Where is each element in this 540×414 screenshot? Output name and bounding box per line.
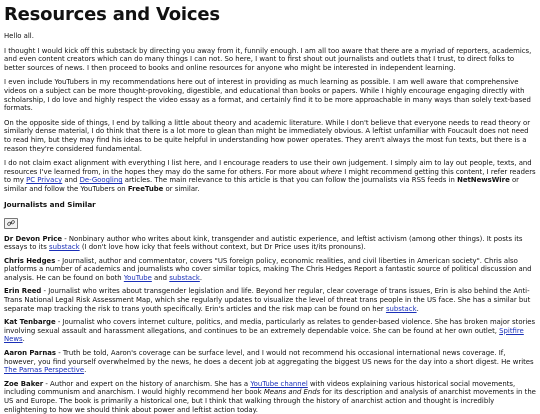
entry-link[interactable]: Spitfire News	[4, 327, 524, 344]
entry-text: - Truth be told, Aaron's coverage can be surface level, and I would not recommend his occasional international news coverage. If, however, you find yourself overwhelmed by the news, he does a decent job at aggregating the biggest US news for the day into a short digest. He writes	[4, 349, 534, 366]
entry-link[interactable]: YouTube channel	[250, 380, 307, 388]
text: or similar.	[163, 185, 199, 193]
pc-privacy-link[interactable]: PC Privacy	[26, 176, 62, 184]
text: I do not claim exact alignment with everything I list here, and I encourage readers to use their own judgement. I simply aim to lay out people, texts, and resources I've learned from, in the hopes they may do the same for others. For more about	[4, 159, 532, 176]
entry-link[interactable]: YouTube	[124, 274, 152, 282]
entry-name: Kat Tenbarge	[4, 318, 56, 326]
entries-list	[4, 235, 536, 414]
entry-text: with videos explaining various historical social movements, including communism and anarchism. I would highly recommend her book	[4, 380, 515, 397]
de-googling-link[interactable]: De-Googling	[80, 176, 123, 184]
netnewswire-bold: NetNewsWire	[457, 176, 510, 184]
entry-name: Zoe Baker	[4, 380, 43, 388]
anchor-link-button[interactable]	[4, 218, 18, 229]
entry-text: - Journalist, author and commentator, covers "US foreign policy, economic realities, and civil liberties in American society". Chris also platforms a number of academics and journalists who cover similar topics, making The Chris Hedges Report a fantastic source of political discussion and analysis. He can be found on both	[4, 257, 531, 282]
entry-name: Dr Devon Price	[4, 235, 62, 243]
page-title: Resources and Voices	[4, 4, 536, 26]
emphasis: where	[321, 168, 342, 176]
entry-text: for its description and analysis of anarchist movements in the US and Europe. The book is primarily a historical one, but I think that walking through the history of anarchist action and thought is incredibly enlightening to how we should think about power and leftist action today.	[4, 388, 536, 413]
entry-text: - Journalist who writes about transgender legislation and life. Beyond her regular, clear coverage of trans issues, Erin is also behind the Anti-Trans National Legal Risk Assessment Map, which she regularly updates to visualize the level of threat trans people in the US face. She has a similar but separate map tracking the risk to trans youth specifically. Erin's articles and the risk map can be found on her	[4, 287, 530, 312]
intro-paragraph-4	[4, 159, 536, 193]
entry-text: and	[152, 274, 169, 282]
list-item	[4, 287, 536, 313]
intro-paragraph-2: I even include YouTubers in my recommendations here out of interest in providing as much learning as possible. I am well aware that comprehensive videos on a subject can be more thought-provoking, digestible, and educational than books or papers. While I highly encourage engaging directly with scholarship, I do love and highly respect the video essay as a format, and certainly find it to be more approachable in many ways than solely text-based formats.	[4, 78, 536, 112]
entry-link[interactable]: substack	[169, 274, 200, 282]
text: articles. The main relevance to this article is that you can follow the journalists via RSS feeds in	[123, 176, 458, 184]
text: and	[62, 176, 79, 184]
list-item	[4, 257, 536, 283]
book-title: Means and Ends	[264, 388, 320, 396]
entry-text: .	[23, 335, 25, 343]
greeting: Hello all.	[4, 32, 536, 41]
entry-text: .	[417, 305, 419, 313]
link-icon	[7, 220, 15, 226]
section-heading: Journalists and Similar	[4, 200, 536, 209]
text: or similar and follow the YouTubers on	[4, 176, 519, 193]
entry-link[interactable]: substack	[386, 305, 417, 313]
text: I might recommend getting this content, I refer readers to my	[4, 168, 536, 185]
entry-link[interactable]: The Parnas Perspective	[4, 366, 84, 374]
entry-text: - Journalist who covers internet culture, politics, and media, particularly as relates to gender-based violence. She has broken major stories involving sexual assault and harassment allegations, and continues to be an extremely dependable voice. She can be found at her own outlet,	[4, 318, 535, 335]
entry-name: Erin Reed	[4, 287, 41, 295]
entry-link[interactable]: substack	[49, 243, 80, 251]
list-item	[4, 318, 536, 344]
entry-text: .	[84, 366, 86, 374]
entry-text: .	[200, 274, 202, 282]
entry-name: Aaron Parnas	[4, 349, 56, 357]
intro-paragraph-3: On the opposite side of things, I end by talking a little about theory and academic literature. While I don't believe that everyone needs to read theory or similarly dense material, I do think that there is a lot more to glean than might be immediately obvious. A leftist unfamiliar with Foucault does not need to read him, but they may find his ideas to be quite helpful in understanding how power operates. They aren't always the most fun texts, but there is a reason they're considered fundamental.	[4, 119, 536, 153]
entry-text: - Author and expert on the history of anarchism. She has a	[43, 380, 250, 388]
freetube-bold: FreeTube	[128, 185, 163, 193]
list-item	[4, 380, 536, 414]
entry-text: - Nonbinary author who writes about kink, transgender and autistic experience, and leftist activism (among other things). It posts its essays to its	[4, 235, 523, 252]
list-item	[4, 349, 536, 375]
list-item	[4, 235, 536, 252]
intro-paragraph-1: I thought I would kick off this substack by directing you away from it, funnily enough. I am all too aware that there are a myriad of reporters, academics, and even content creators which can do many things I can not. So here, I want to first shout out journalists and outlets that I trust, to direct folks to better sources of news. I then proceed to books and online resources for anyone who might be interested in independent learning.	[4, 47, 536, 73]
entry-text: (I don't love how icky that feels without context, but Dr Price uses it/its pronouns).	[80, 243, 366, 251]
entry-name: Chris Hedges	[4, 257, 55, 265]
